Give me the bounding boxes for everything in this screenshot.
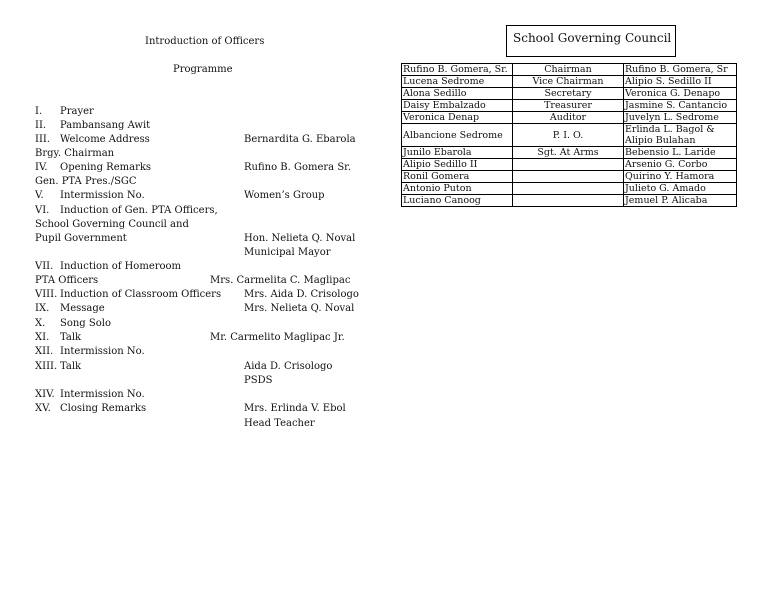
sgc-table-row	[402, 100, 737, 112]
programme-item-text: Induction of Classroom Officers	[60, 289, 222, 300]
programme-item	[35, 106, 375, 120]
sgc-counterpart-name: Alipio S. Sedillo II	[624, 76, 737, 88]
programme-item-text: Message	[60, 303, 105, 314]
sgc-member-name: Antonio Puton	[402, 183, 513, 195]
sgc-table	[401, 63, 737, 207]
programme-item-text: PTA Officers	[35, 275, 99, 286]
programme-item	[35, 134, 375, 148]
programme-item-person: Bernardita G. Ebarola	[244, 134, 356, 145]
sgc-table-row	[402, 76, 737, 88]
programme-item-text: Pupil Government	[35, 233, 127, 244]
sgc-position	[513, 159, 624, 171]
sgc-position: Treasurer	[513, 100, 624, 112]
sgc-table-row	[402, 183, 737, 195]
sgc-counterpart-name: Quirino Y. Hamora	[624, 171, 737, 183]
sgc-position: Vice Chairman	[513, 76, 624, 88]
sgc-counterpart-name: Juvelyn L. Sedrome	[624, 112, 737, 124]
sgc-member-name: Albancione Sedrome	[402, 124, 513, 147]
sgc-member-name: Daisy Embalzado	[402, 100, 513, 112]
sgc-position: Chairman	[513, 64, 624, 76]
programme-item	[35, 346, 375, 360]
sgc-table-row	[402, 112, 737, 124]
programme-item-number: VII.	[35, 261, 54, 272]
programme-item	[35, 120, 375, 134]
programme-item	[35, 375, 375, 389]
sgc-counterpart-name: Jasmine S. Cantancio	[624, 100, 737, 112]
sgc-member-name: Junilo Ebarola	[402, 147, 513, 159]
programme-item-text: School Governing Council and	[35, 219, 189, 230]
programme-item-number: VIII.	[35, 289, 58, 300]
programme-item-number: III.	[35, 134, 51, 145]
programme-item	[35, 303, 375, 317]
sgc-position: Sgt. At Arms	[513, 147, 624, 159]
sgc-table-row	[402, 159, 737, 171]
programme-item	[35, 289, 375, 303]
programme-item-person: Women’s Group	[244, 190, 325, 201]
programme-item	[35, 219, 375, 233]
programme-item-person: PSDS	[244, 375, 273, 386]
programme-item-text: Induction of Gen. PTA Officers,	[60, 205, 218, 216]
programme-item-number: XI.	[35, 332, 50, 343]
programme-item-text: Talk	[60, 332, 82, 343]
document-title: Introduction of Officers	[145, 36, 265, 47]
programme-item-text: Welcome Address	[60, 134, 150, 145]
programme-item-text: Song Solo	[60, 318, 111, 329]
programme-item	[35, 148, 375, 162]
programme-item	[35, 176, 375, 190]
programme-item-number: IX.	[35, 303, 50, 314]
programme-item	[35, 318, 375, 332]
programme-item-text: Induction of Homeroom	[60, 261, 182, 272]
programme-item-person: Mrs. Nelieta Q. Noval	[244, 303, 355, 314]
sgc-table-row	[402, 124, 737, 147]
programme-item	[35, 361, 375, 375]
programme-item-number: XII.	[35, 346, 54, 357]
programme-item	[35, 403, 375, 417]
sgc-counterpart-name: Erlinda L. Bagol & Alipio Bulahan	[624, 124, 737, 147]
sgc-table-row	[402, 195, 737, 207]
programme-item-number: I.	[35, 106, 43, 117]
sgc-table-row	[402, 171, 737, 183]
sgc-counterpart-name: Veronica G. Denapo	[624, 88, 737, 100]
programme-item-text: Closing Remarks	[60, 403, 147, 414]
sgc-heading: School Governing Council	[513, 31, 672, 45]
programme-item-person: Head Teacher	[244, 418, 315, 429]
programme-item-person: Municipal Mayor	[244, 247, 331, 258]
sgc-table-row	[402, 147, 737, 159]
programme-item	[35, 389, 375, 403]
programme-item	[35, 332, 375, 346]
programme-heading: Programme	[173, 64, 233, 75]
sgc-position: P. I. O.	[513, 124, 624, 147]
programme-item-text: Prayer	[60, 106, 94, 117]
programme-item-number: XV.	[35, 403, 51, 414]
programme-item	[35, 233, 375, 247]
programme-item-number: V.	[35, 190, 44, 201]
programme-item-person: Mrs. Carmelita C. Maglipac	[210, 275, 351, 286]
programme-item-person: Mrs. Aida D. Crisologo	[244, 289, 359, 300]
sgc-position: Auditor	[513, 112, 624, 124]
programme-item-text: Talk	[60, 361, 82, 372]
programme-item-text: Pambansang Awit	[60, 120, 151, 131]
programme-item-text: Intermission No.	[60, 190, 145, 201]
sgc-member-name: Luciano Canoog	[402, 195, 513, 207]
programme-item-text: Gen. PTA Pres./SGC	[35, 176, 137, 187]
programme-item	[35, 261, 375, 275]
sgc-member-name: Rufino B. Gomera, Sr.	[402, 64, 513, 76]
sgc-counterpart-name: Jemuel P. Alicaba	[624, 195, 737, 207]
programme-item	[35, 205, 375, 219]
sgc-member-name: Alipio Sedillo II	[402, 159, 513, 171]
sgc-counterpart-name: Arsenio G. Corbo	[624, 159, 737, 171]
sgc-table-row	[402, 64, 737, 76]
programme-item-person: Aida D. Crisologo	[244, 361, 333, 372]
sgc-counterpart-name: Julieto G. Amado	[624, 183, 737, 195]
programme-item-person: Hon. Nelieta Q. Noval	[244, 233, 356, 244]
programme-item-text: Opening Remarks	[60, 162, 152, 173]
programme-item	[35, 190, 375, 204]
programme-item-number: XIII.	[35, 361, 58, 372]
sgc-counterpart-name: Bebensio L. Laride	[624, 147, 737, 159]
programme-item-text: Brgy. Chairman	[35, 148, 115, 159]
programme-item	[35, 418, 375, 432]
sgc-counterpart-name: Rufino B. Gomera, Sr	[624, 64, 737, 76]
sgc-position	[513, 171, 624, 183]
programme-item	[35, 162, 375, 176]
sgc-member-name: Alona Sedillo	[402, 88, 513, 100]
programme-item-person: Mr. Carmelito Maglipac Jr.	[210, 332, 345, 343]
programme-item-number: X.	[35, 318, 46, 329]
sgc-position: Secretary	[513, 88, 624, 100]
sgc-heading-box	[506, 25, 676, 57]
programme-item-number: VI.	[35, 205, 50, 216]
programme-item-text: Intermission No.	[60, 346, 145, 357]
programme-item-number: II.	[35, 120, 47, 131]
programme-item-person: Mrs. Erlinda V. Ebol	[244, 403, 346, 414]
programme-item	[35, 275, 375, 289]
sgc-member-name: Ronil Gomera	[402, 171, 513, 183]
sgc-member-name: Lucena Sedrome	[402, 76, 513, 88]
programme-item-number: IV.	[35, 162, 48, 173]
sgc-table-row	[402, 88, 737, 100]
sgc-position	[513, 183, 624, 195]
programme-item	[35, 247, 375, 261]
programme-item-number: XIV.	[35, 389, 55, 400]
sgc-member-name: Veronica Denap	[402, 112, 513, 124]
programme-item-person: Rufino B. Gomera Sr.	[244, 162, 352, 173]
programme-item-text: Intermission No.	[60, 389, 145, 400]
sgc-position	[513, 195, 624, 207]
